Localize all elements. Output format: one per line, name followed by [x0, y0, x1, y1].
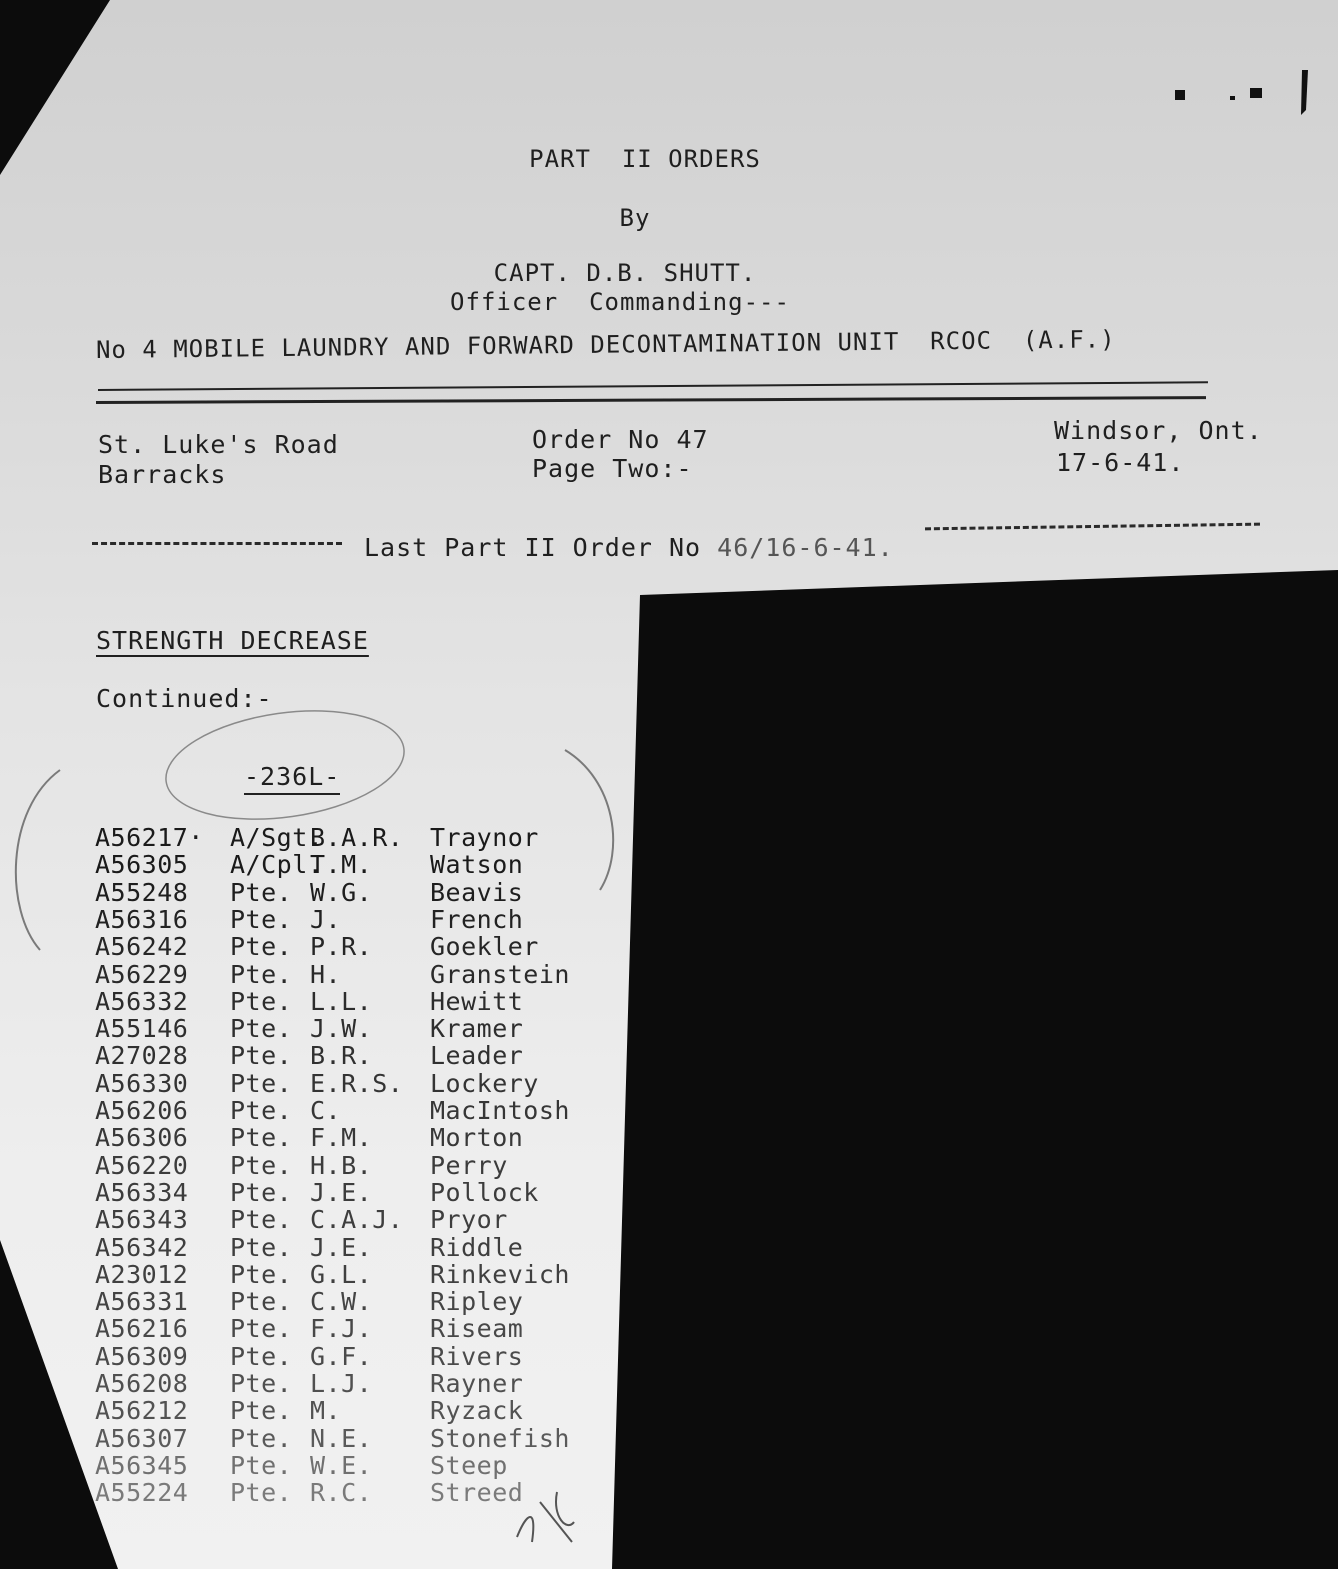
dashed-separator-left	[92, 542, 342, 545]
rank: Pte.	[230, 1014, 293, 1044]
initials: T.M.	[310, 850, 373, 880]
initials: W.G.	[310, 877, 373, 907]
personnel-row	[95, 850, 523, 879]
surname: French	[430, 904, 524, 934]
surname: Rayner	[430, 1369, 524, 1398]
personnel-row	[95, 932, 539, 961]
service-number: A56220	[95, 1150, 189, 1180]
initials: P.R.	[310, 932, 373, 962]
rank: Pte.	[230, 904, 293, 934]
rank: Pte.	[230, 1287, 293, 1317]
service-number: A56309	[95, 1341, 189, 1371]
personnel-row	[95, 878, 523, 907]
rank: Pte.	[230, 1396, 293, 1426]
personnel-row	[95, 1314, 523, 1343]
rank: A/Cpl.	[230, 850, 324, 880]
initials: J.E.	[310, 1232, 373, 1262]
surname: Perry	[430, 1150, 508, 1180]
order-number: Order No 47	[532, 425, 709, 454]
surname: Hewitt	[430, 986, 524, 1016]
surname: Beavis	[430, 877, 524, 907]
initials: C.	[310, 1096, 342, 1125]
initials: H.B.	[310, 1150, 373, 1180]
service-number: A56208	[95, 1369, 189, 1398]
initials: J.	[310, 904, 342, 934]
service-number: A56229	[95, 959, 189, 989]
initials: E.R.S.	[310, 1068, 404, 1098]
rank: Pte.	[230, 877, 293, 907]
surname: Steep	[430, 1450, 508, 1480]
initials: W.E.	[310, 1450, 373, 1480]
pencil-mark	[512, 1482, 582, 1552]
surname: Streed	[430, 1478, 524, 1508]
service-number: A56316	[95, 904, 189, 934]
personnel-row	[95, 1396, 523, 1425]
rank: Pte.	[230, 1232, 293, 1262]
surname: Ripley	[430, 1287, 524, 1317]
rank: Pte.	[230, 1259, 293, 1289]
personnel-row	[95, 1069, 539, 1098]
rank: Pte.	[230, 1205, 293, 1235]
service-number: A56212	[95, 1396, 189, 1426]
last-order-reference	[364, 533, 894, 562]
initials: G.F.	[310, 1341, 373, 1371]
rank: Pte.	[230, 986, 293, 1016]
surname: Riseam	[430, 1314, 524, 1344]
surname: Goekler	[430, 932, 539, 962]
service-number: A27028	[95, 1041, 189, 1071]
rank: Pte.	[230, 959, 293, 989]
initials: G.L.	[310, 1259, 373, 1289]
surname: Traynor	[430, 823, 539, 852]
initials: L.L.	[310, 986, 373, 1016]
order-date: 17-6-41.	[1056, 448, 1185, 477]
personnel-row	[95, 1014, 523, 1043]
rank: Pte.	[230, 1177, 293, 1207]
initials: F.J.	[310, 1314, 373, 1344]
service-number: A55224	[95, 1478, 189, 1508]
surname: Kramer	[430, 1014, 524, 1044]
surname: Granstein	[430, 959, 570, 989]
location: Windsor, Ont.	[1054, 416, 1263, 445]
service-number: A56216	[95, 1314, 189, 1344]
officer-name: CAPT. D.B. SHUTT.	[493, 259, 757, 287]
service-number: A56331	[95, 1287, 189, 1317]
initials: B.R.	[310, 1041, 373, 1071]
last-order-label: Last Part II Order No	[364, 533, 718, 562]
surname: Ryzack	[430, 1396, 524, 1426]
personnel-row	[95, 1041, 523, 1070]
officer-role: Officer Commanding---	[450, 288, 790, 316]
service-number: A55146	[95, 1014, 189, 1044]
service-number: A56332	[95, 986, 189, 1016]
surname: Stonefish	[430, 1423, 570, 1453]
initials: F.M.	[310, 1123, 373, 1153]
initials: B.A.R.	[310, 823, 404, 852]
rank: Pte.	[230, 1150, 293, 1180]
service-number: A56307	[95, 1423, 189, 1453]
rank: Pte.	[230, 1450, 293, 1480]
surname: MacIntosh	[430, 1096, 570, 1125]
personnel-row	[95, 1478, 523, 1507]
personnel-row	[95, 1342, 523, 1371]
address-line-1: St. Luke's Road	[98, 430, 339, 459]
surname: Leader	[430, 1041, 524, 1071]
service-number: A56334	[95, 1177, 189, 1207]
service-number: A56306	[95, 1123, 189, 1153]
initials: L.J.	[310, 1369, 373, 1398]
initials: C.A.J.	[310, 1205, 404, 1235]
initials: N.E.	[310, 1423, 373, 1453]
personnel-row	[95, 1151, 508, 1180]
rank: Pte.	[230, 1423, 293, 1453]
rank: Pte.	[230, 932, 293, 962]
personnel-row	[95, 1096, 570, 1125]
initials: J.E.	[310, 1177, 373, 1207]
personnel-row	[95, 960, 570, 989]
rank: A/Sgt.	[230, 823, 324, 852]
surname: Watson	[430, 850, 524, 880]
initials: C.W.	[310, 1287, 373, 1317]
by-line: By	[619, 204, 651, 232]
rank: Pte.	[230, 1314, 293, 1344]
rank: Pte.	[230, 1041, 293, 1071]
service-number: A56305	[95, 850, 189, 880]
section-heading: STRENGTH DECREASE	[96, 626, 369, 655]
document-title: PART II ORDERS	[529, 145, 761, 173]
initials: R.C.	[310, 1478, 373, 1508]
rank: Pte.	[230, 1123, 293, 1153]
personnel-row	[95, 1451, 508, 1480]
personnel-row	[95, 823, 539, 852]
page-number: Page Two:-	[532, 454, 693, 483]
continued-label: Continued:-	[96, 684, 273, 713]
last-order-number: 46/16-6-41.	[717, 533, 894, 562]
personnel-row	[95, 1369, 523, 1398]
personnel-row	[95, 1178, 539, 1207]
rank: Pte.	[230, 1369, 293, 1398]
surname: Pollock	[430, 1177, 539, 1207]
initials: H.	[310, 959, 342, 989]
surname: Lockery	[430, 1068, 539, 1098]
service-number: A56342	[95, 1232, 189, 1262]
personnel-row	[95, 1233, 523, 1262]
service-number: A56242	[95, 932, 189, 962]
personnel-row	[95, 1424, 570, 1453]
surname: Riddle	[430, 1232, 524, 1262]
rank: Pte.	[230, 1068, 293, 1098]
reference-code: -236L-	[244, 762, 340, 795]
personnel-row	[95, 1260, 570, 1289]
service-number: A56345	[95, 1450, 189, 1480]
ink-marks	[1170, 70, 1320, 120]
rank: Pte.	[230, 1341, 293, 1371]
personnel-row	[95, 987, 523, 1016]
personnel-row	[95, 905, 523, 934]
unit-name: No 4 MOBILE LAUNDRY AND FORWARD DECONTAMINATION UNIT RCOC (A.F.)	[95, 325, 1116, 364]
service-number: A23012	[95, 1259, 189, 1289]
initials: J.W.	[310, 1014, 373, 1044]
rank: Pte.	[230, 1096, 293, 1125]
address-line-2: Barracks	[98, 460, 227, 489]
personnel-row	[95, 1205, 508, 1234]
personnel-row	[95, 1123, 523, 1152]
surname: Pryor	[430, 1205, 508, 1235]
service-number: A56217·	[95, 823, 204, 852]
service-number: A56206	[95, 1096, 189, 1125]
service-number: A56330	[95, 1068, 189, 1098]
personnel-row	[95, 1287, 523, 1316]
surname: Rivers	[430, 1341, 524, 1371]
rank: Pte.	[230, 1478, 293, 1508]
surname: Rinkevich	[430, 1259, 570, 1289]
service-number: A56343	[95, 1205, 189, 1235]
surname: Morton	[430, 1123, 524, 1153]
initials: M.	[310, 1396, 342, 1426]
service-number: A55248	[95, 877, 189, 907]
